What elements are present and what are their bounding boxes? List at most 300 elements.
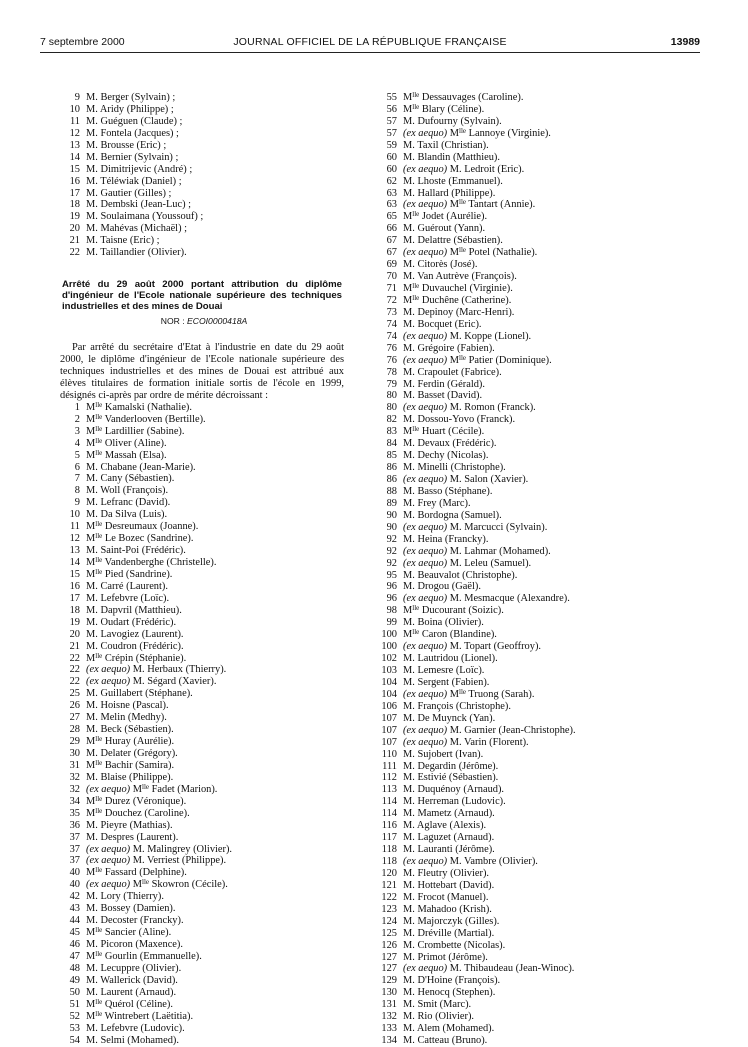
civility: M. [86,592,98,604]
list-item [60,557,348,569]
person-name: Fleutry (Olivier). [417,867,490,879]
rank-number: 53 [69,1022,80,1034]
person-name: Decoster (Francky). [100,915,184,927]
person-name: Mesmacque (Alexandre). [464,593,570,605]
civility-suffix: lle [412,102,420,111]
rank-number: 15 [69,163,80,175]
civility: M. [403,999,415,1011]
list-item [375,546,675,558]
person-name: Heina (Francky). [417,533,489,545]
person-name: Rio (Olivier). [417,1011,475,1023]
civility: M [86,449,96,461]
list-item [375,259,675,271]
person-name: Duchêne (Catherine). [421,294,512,306]
civility: M. [449,557,462,569]
person-name: Vandenberghe (Christelle). [104,557,217,569]
civility-suffix: lle [142,782,149,791]
civility-suffix: lle [95,997,103,1006]
rank-number: 59 [386,139,397,151]
civility: M. [86,712,98,724]
list-item [375,975,675,987]
rank-number: 90 [386,521,397,533]
person-name: Guillabert (Stéphane). [100,688,193,700]
person-name: Guéguen (Claude) ; [100,115,183,127]
person-name: Douchez (Caroline). [104,807,190,819]
rank-number: 3 [74,425,80,437]
rank-number: 14 [69,557,80,569]
person-name: Lefranc (David). [100,497,171,509]
person-name: Wallerick (David). [100,974,178,986]
person-name: Lhoste (Emmanuel). [417,175,503,187]
list-item [375,319,675,331]
list-item [375,952,675,964]
rank-number: 121 [381,879,397,891]
list-item [60,653,348,665]
rank-number: 12 [69,533,80,545]
civility: M [86,867,96,879]
rank-number: 103 [381,665,397,676]
list-item [375,570,675,582]
rank-number: 76 [386,354,397,366]
list-item [375,462,675,474]
civility: M. [403,414,415,426]
rank-number: 90 [386,509,397,521]
rank-number: 60 [386,163,397,175]
person-name: Soulaimana (Youssouf) ; [100,211,204,223]
list-item [375,808,675,820]
civility: M. [403,676,415,688]
list-item [375,796,675,808]
civility-suffix: lle [95,532,103,541]
civility-suffix: lle [412,91,420,99]
person-name: Pied (Sandrine). [104,568,173,580]
civility-suffix: lle [95,926,103,935]
rank-number: 95 [386,569,397,581]
list-item [60,450,348,462]
list-item [60,188,348,200]
civility: M. [403,390,415,402]
rank-number: 57 [386,127,397,139]
rank-number: 20 [69,223,80,235]
list-item [60,509,348,521]
rank-number: 113 [381,784,397,796]
rank-number: 127 [381,963,397,975]
person-name: Picoron (Maxence). [100,939,183,951]
civility: M [86,807,96,819]
rank-number: 86 [386,462,397,474]
rank-number: 40 [69,867,80,879]
rank-number: 37 [69,855,80,867]
rank-number: 114 [381,808,397,820]
person-name: Beck (Sébastien). [100,724,174,736]
civility: M. [403,1035,415,1047]
ex-aequo-note: (ex aequo) [403,963,448,975]
rank-number: 63 [386,187,397,199]
civility: M. [86,497,98,509]
rank-number: 17 [69,592,80,604]
person-name: Crombette (Nicolas). [417,939,506,951]
list-item [60,152,348,164]
person-name: Fadet (Marion). [151,783,218,795]
rank-number: 12 [69,127,80,139]
civility: M [403,211,413,223]
person-name: Melin (Medhy). [100,712,167,724]
person-name: Bordogna (Samuel). [417,509,502,521]
person-name: Carré (Laurent). [100,580,168,592]
rank-number: 19 [69,616,80,628]
civility: M. [403,844,415,856]
rank-number: 25 [69,688,80,700]
person-name: Gautier (Gilles) ; [100,187,172,199]
civility: M. [403,927,415,939]
civility: M. [86,211,98,223]
rank-number: 28 [69,724,80,736]
civility: M. [86,1034,98,1046]
ex-aequo-note: (ex aequo) [403,688,448,700]
civility: M [86,401,96,413]
list-item [375,737,675,749]
rank-number: 20 [69,628,80,640]
person-name: Drogou (Gaël). [417,581,481,593]
person-name: Duvauchel (Virginie). [421,283,513,294]
person-name: Laurent (Arnaud). [100,986,177,998]
person-name: Potel (Nathalie). [468,247,538,259]
list-item [375,856,675,868]
rank-number: 19 [69,211,80,223]
rank-number: 62 [386,175,397,187]
list-item [375,307,675,319]
list-item [375,868,675,880]
civility: M [403,629,413,641]
civility-suffix: lle [459,687,466,696]
rank-number: 74 [386,330,397,342]
list-item [60,1035,348,1047]
civility: M. [449,963,462,975]
person-name: Sergent (Fabien). [417,676,490,688]
civility-suffix: lle [95,651,103,660]
person-name: Woll (François). [100,485,169,497]
person-name: Lardillier (Sabine). [104,425,185,437]
civility: M. [86,235,98,247]
list-item [60,891,348,903]
list-item [375,844,675,856]
list-item [375,295,675,307]
civility: M. [403,665,415,676]
person-name: Cany (Sébastien). [100,473,175,485]
list-item [60,999,348,1011]
person-name: Blandin (Matthieu). [417,151,500,163]
rank-number: 118 [381,856,397,867]
civility-suffix: lle [95,758,103,767]
rank-number: 131 [381,999,397,1011]
person-name: Crépin (Stéphanie). [104,652,187,664]
civility: M. [86,903,98,915]
civility-suffix: lle [95,520,103,529]
person-name: Delattre (Sébastien). [417,235,503,247]
rank-number: 114 [381,796,397,808]
rank-number: 47 [69,950,80,962]
civility: M. [86,616,98,628]
rank-number: 22 [69,664,80,676]
civility: M. [449,521,462,533]
rank-number: 134 [381,1035,397,1047]
civility: M. [86,771,98,783]
rank-number: 92 [386,545,397,557]
civility: M [403,92,413,103]
list-item [60,760,348,772]
person-name: Alem (Mohamed). [416,1023,495,1035]
person-name: Henocq (Stephen). [417,987,496,999]
list-item [375,689,675,701]
rank-number: 7 [74,473,80,485]
civility: M. [403,772,415,784]
person-name: Boina (Olivier). [417,617,484,629]
rank-number: 130 [381,987,397,999]
ex-aequo-note: (ex aequo) [86,664,131,676]
person-name: Citorès (José). [417,259,478,271]
person-name: Durez (Véronique). [104,795,187,807]
civility-suffix: lle [412,282,420,290]
civility: M [86,795,96,807]
list-item [60,855,348,867]
list-item [60,903,348,915]
civility: M. [403,485,415,497]
person-name: Verriest (Philippe). [147,855,227,867]
person-name: Ducourant (Soizic). [421,605,504,617]
civility: M. [403,187,415,199]
list-item [60,1011,348,1023]
rank-number: 46 [69,939,80,951]
rank-number: 78 [386,366,397,378]
rank-number: 22 [69,676,80,688]
civility: M. [403,581,415,593]
list-item [375,534,675,546]
person-name: Da Silva (Luis). [100,509,168,521]
rank-number: 21 [69,640,80,652]
civility: M. [403,497,415,509]
person-name: Blary (Céline). [421,103,485,115]
person-name: Grégoire (Fabien). [417,342,495,354]
civility-suffix: lle [412,293,420,302]
rank-number: 9 [74,92,80,103]
list-item [375,199,675,211]
person-name: Topart (Geoffroy). [464,641,541,653]
person-name: Sancier (Aline). [104,927,172,939]
person-name: Laguzet (Arnaud). [417,832,495,844]
rank-number: 98 [386,605,397,617]
list-item [60,211,348,223]
rank-number: 70 [386,271,397,283]
list-item [375,772,675,784]
list-item [375,140,675,152]
civility-suffix: lle [95,949,103,958]
civility-suffix: lle [95,1009,103,1018]
rank-number: 80 [386,390,397,402]
list-item [60,963,348,975]
person-name: Chabane (Jean-Marie). [100,461,196,473]
rank-number: 80 [386,402,397,414]
civility: M. [449,163,462,175]
civility: M. [449,593,462,605]
list-item [375,761,675,773]
civility-suffix: lle [95,567,103,576]
civility: M. [449,402,462,414]
civility: M. [403,259,415,271]
rank-number: 37 [69,843,80,855]
civility: M. [86,628,98,640]
person-name: Lefebvre (Loïc). [100,592,170,604]
civility-suffix: lle [459,198,466,207]
rank-number: 107 [381,736,397,748]
list-item [375,486,675,498]
ex-aequo-note: (ex aequo) [403,247,448,259]
person-name: Lemesre (Loïc). [417,665,485,676]
civility: M. [403,784,415,796]
list-item [60,605,348,617]
list-item [375,438,675,450]
rank-number: 86 [386,474,397,485]
list-item [60,832,348,844]
person-name: Herreman (Ludovic). [417,796,506,808]
civility: M. [86,724,98,736]
rank-number: 92 [386,557,397,569]
person-name: Leleu (Samuel). [464,557,532,569]
civility: M [86,998,96,1010]
list-item [60,140,348,152]
rank-number: 99 [386,617,397,629]
list-item [375,355,675,367]
rank-number: 118 [381,844,397,856]
list-item [375,593,675,605]
rank-number: 112 [381,772,397,784]
person-name: Basset (David). [417,390,483,402]
rank-number: 44 [69,915,80,927]
rank-number: 32 [69,771,80,783]
person-name: Depinoy (Marc-Henri). [417,306,515,318]
civility: M [449,127,459,139]
person-name: Saint-Poi (Frédéric). [100,545,186,557]
list-item [60,223,348,235]
person-name: Ledroit (Eric). [464,163,525,175]
list-item [375,892,675,904]
civility: M. [403,318,415,330]
ex-aequo-note: (ex aequo) [403,557,448,569]
rank-number: 122 [381,891,397,903]
person-name: Aridy (Philippe) ; [99,103,174,115]
rank-number: 104 [381,676,397,688]
rank-number: 51 [69,998,80,1010]
rank-number: 100 [381,641,397,653]
list-item [60,629,348,641]
person-name: Dechy (Nicolas). [417,450,489,462]
civility: M. [86,103,98,115]
person-name: Dimitrijevic (André) ; [100,163,193,175]
civility: M [86,759,96,771]
rank-number: 27 [69,712,80,724]
civility: M [403,294,413,306]
list-item [60,736,348,748]
person-name: Frey (Marc). [417,497,471,509]
civility: M. [86,127,98,139]
person-name: Oudart (Frédéric). [100,616,177,628]
civility: M. [403,569,415,581]
civility: M. [86,986,98,998]
person-name: Basso (Stéphane). [417,485,493,497]
rank-number: 106 [381,700,397,712]
list-item [375,749,675,761]
list-item [60,497,348,509]
civility: M. [403,438,415,450]
header-date: 7 septembre 2000 [40,36,125,48]
rank-number: 9 [74,497,80,509]
rank-number: 117 [381,832,397,844]
civility-suffix: lle [412,604,420,613]
civility: M. [86,915,98,927]
rank-number: 35 [69,807,80,819]
person-name: François (Christophe). [417,700,511,712]
list-item [375,999,675,1011]
ex-aequo-note: (ex aequo) [403,545,448,557]
list-item [375,271,675,283]
ex-aequo-note: (ex aequo) [403,736,448,748]
person-name: Guérout (Yann). [417,223,486,235]
rank-number: 125 [381,927,397,939]
civility: M. [403,903,415,915]
civility: M. [86,247,98,259]
person-name: Huart (Cécile). [421,426,485,438]
list-item [375,1023,675,1035]
rank-number: 60 [386,151,397,163]
person-name: Blaise (Philippe). [100,771,174,783]
list-item [60,664,348,676]
person-name: Primot (Jérôme). [417,951,488,963]
rank-number: 55 [386,92,397,103]
civility: M. [403,891,415,903]
rank-number: 127 [381,951,397,963]
civility: M. [86,640,98,652]
civility: M. [86,604,98,616]
civility: M. [403,975,415,987]
list-item [60,772,348,784]
person-name: Fassard (Delphine). [104,867,187,879]
civility: M [449,354,459,366]
rank-number: 132 [381,1011,397,1023]
ex-aequo-note: (ex aequo) [403,593,448,605]
ex-aequo-note: (ex aequo) [403,724,448,736]
list-item [60,915,348,927]
person-name: Despres (Laurent). [100,831,179,843]
person-name: Bossey (Damien). [100,903,176,915]
civility: M. [449,545,462,557]
civility: M [449,199,459,211]
rank-number: 16 [69,580,80,592]
list-item [60,879,348,891]
list-item [375,963,675,975]
civility: M. [86,962,98,974]
civility: M. [132,664,145,676]
civility: M [86,950,96,962]
rank-number: 100 [381,629,397,641]
rank-number: 73 [386,306,397,318]
civility: M [86,652,96,664]
civility-suffix: lle [459,246,466,255]
rank-number: 15 [69,568,80,580]
civility: M. [403,832,415,844]
list-item [375,474,675,486]
list-item [375,880,675,892]
ex-aequo-note: (ex aequo) [403,330,448,342]
rank-number: 21 [69,235,80,247]
